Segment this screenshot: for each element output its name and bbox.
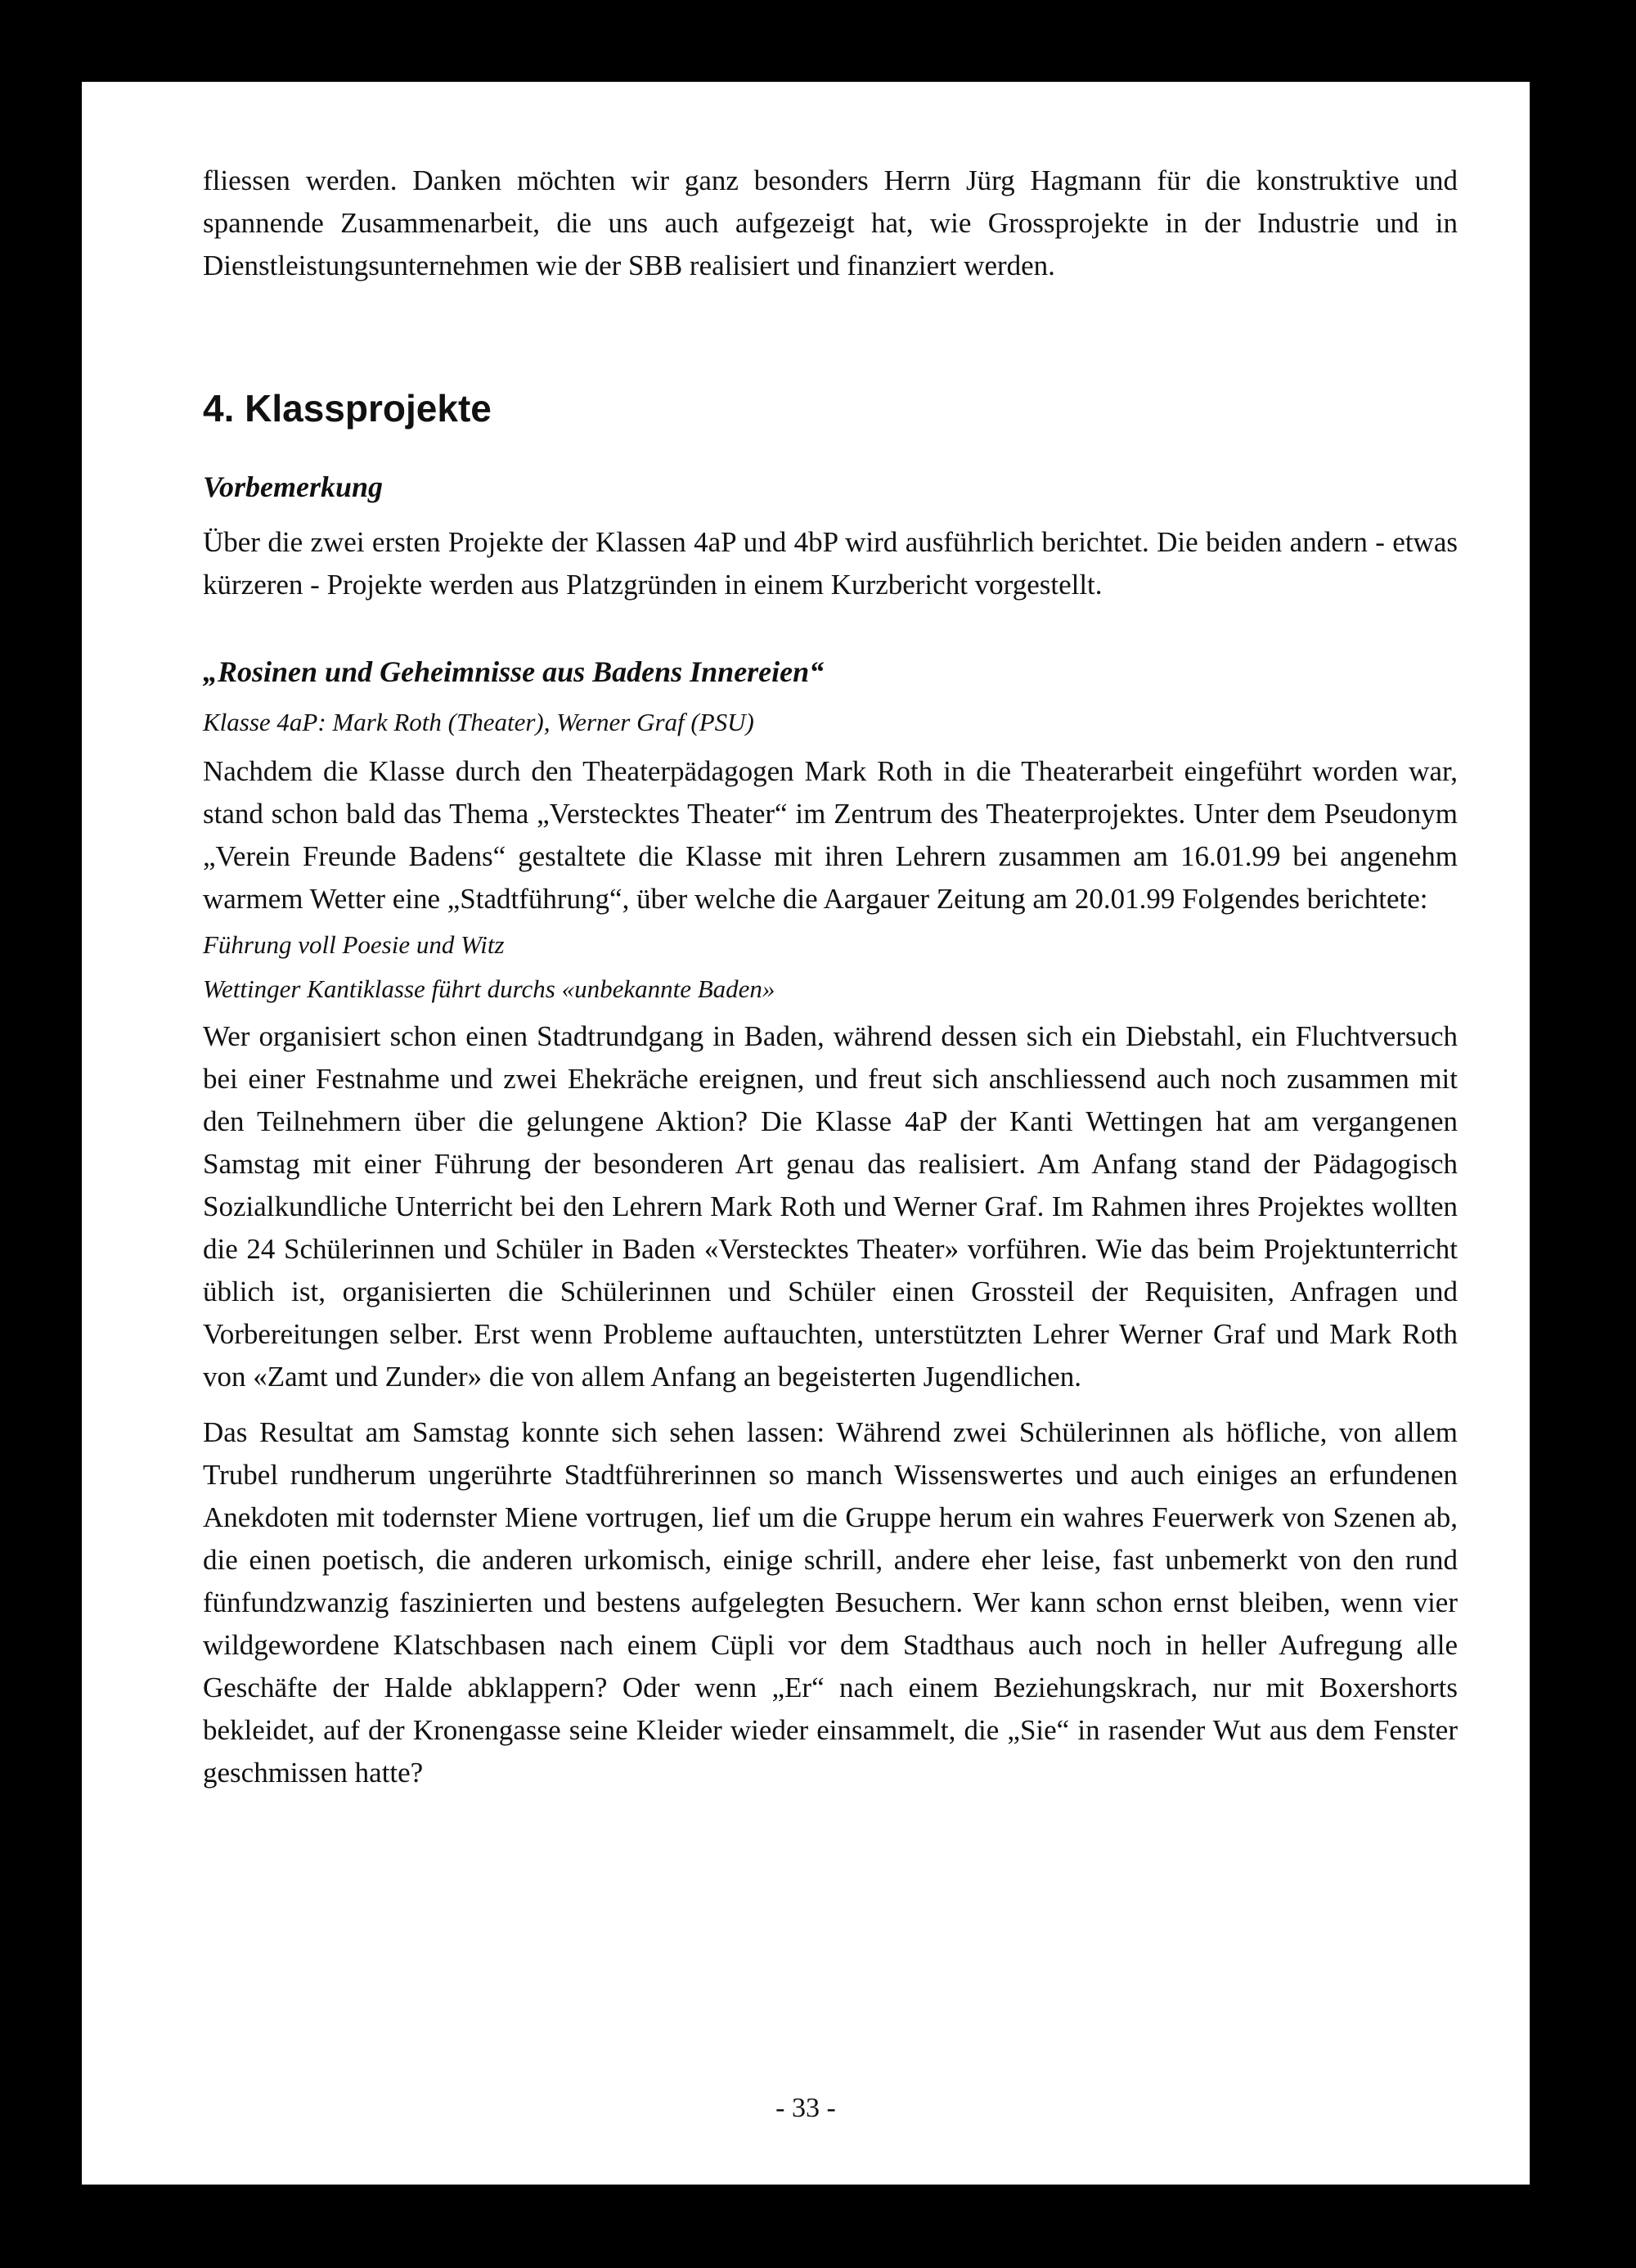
vorbemerkung-title: Vorbemerkung <box>203 470 384 503</box>
document-page <box>82 82 1530 2185</box>
page-content <box>203 160 1458 1794</box>
project-title: „Rosinen und Geheimnisse aus Badens Innereien“ <box>203 655 825 688</box>
project-paragraph-3: Das Resultat am Samstag konnte sich sehen lassen: Während zwei Schülerinnen als höfliche, von allem Trubel rundherum ungerührte Stadtführerinnen so manch Wissenswertes und auch einiges an erfundenen Anekdoten mit todernster Miene vortrugen, lief um die Gruppe herum ein wahres Feuerwerk von Szenen ab, die einen poetisch, die anderen urkomisch, einige schrill, andere eher leise, fast unbemerkt von den rund fünfundzwanzig faszinierten und bestens aufgelegten Besuchern. Wer kann schon ernst bleiben, wenn vier wildgewordene Klatschbasen nach einem Cüpli vor dem Stadthaus auch noch in heller Aufregung alle Geschäfte der Halde abklappern? Oder wenn „Er“ nach einem Beziehungskrach, nur mit Boxershorts bekleidet, auf der Kronengasse seine Kleider wieder einsammelt, die „Sie“ in rasender Wut aus dem Fenster geschmissen hatte? <box>203 1416 1458 1789</box>
project-credit: Klasse 4aP: Mark Roth (Theater), Werner Graf (PSU) <box>203 708 754 736</box>
project-paragraph-1: Nachdem die Klasse durch den Theaterpädagogen Mark Roth in die Theaterarbeit eingeführt worden war, stand schon bald das Thema „Verstecktes Theater“ im Zentrum des Theaterprojektes. Unter dem Pseudonym „Verein Freunde Badens“ gestaltete die Klasse mit ihren Lehrern zusammen am 16.01.99 bei angenehm warmem Wetter eine „Stadtführung“, über welche die Aargauer Zeitung am 20.01.99 Folgendes berichtete: <box>203 755 1458 915</box>
article-title: Führung voll Poesie und Witz <box>203 930 505 959</box>
page-number: - 33 - <box>775 2093 836 2123</box>
project-paragraph-2: Wer organisiert schon einen Stadtrundgang in Baden, während dessen sich ein Diebstahl, ein Fluchtversuch bei einer Festnahme und zwei Ehekräche ereignen, und freut sich anschliessend auch noch zusammen mit den Teilnehmern über die gelungene Aktion? Die Klasse 4aP der Kanti Wettingen hat am vergangenen Samstag mit einer Führung der besonderen Art genau das realisiert. Am Anfang stand der Pädagogisch Sozialkundliche Unterricht bei den Lehrern Mark Roth und Werner Graf. Im Rahmen ihres Projektes wollten die 24 Schülerinnen und Schüler in Baden «Verstecktes Theater» vorführen. Wie das beim Projektunterricht üblich ist, organisierten die Schülerinnen und Schüler einen Grossteil der Requisiten, Anfragen und Vorbereitungen selber. Erst wenn Probleme auftauchten, unterstützten Lehrer Werner Graf und Mark Roth von «Zamt und Zunder» die von allem Anfang an begeisterten Jugendlichen. <box>203 1020 1458 1393</box>
vorbemerkung-text: Über die zwei ersten Projekte der Klassen 4aP und 4bP wird ausführlich berichtet. Die beiden andern - etwas kürzeren - Projekte werden aus Platzgründen in einem Kurzbericht vorgestellt. <box>203 526 1458 601</box>
section-heading: 4. Klassprojekte <box>203 387 492 430</box>
intro-paragraph: fliessen werden. Danken möchten wir ganz besonders Herrn Jürg Hagmann für die konstruktive und spannende Zusammenarbeit, die uns auch aufgezeigt hat, wie Grossprojekte in der Industrie und in Dienstleistungsunternehmen wie der SBB realisiert und finanziert werden. <box>203 164 1458 281</box>
article-subtitle: Wettinger Kantiklasse führt durchs «unbekannte Baden» <box>203 974 775 1003</box>
